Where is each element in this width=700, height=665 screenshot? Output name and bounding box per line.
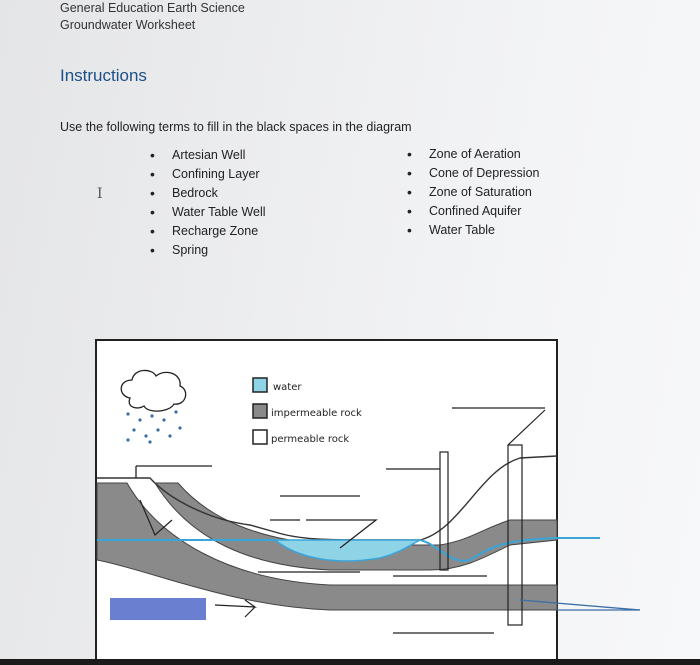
legend-impermeable-swatch [253,404,267,418]
instruction-text: Use the following terms to fill in the black spaces in the diagram [60,120,412,134]
term-item: • Zone of Saturation [407,183,539,202]
term-item: • Artesian Well [150,146,266,165]
term-item: • Confining Layer [150,165,266,184]
term-item: • Bedrock [150,184,266,203]
bedrock-block [110,598,206,620]
bottom-edge [0,659,700,665]
legend-impermeable-label: impermeable rock [271,408,362,419]
term-item: • Zone of Aeration [407,145,539,164]
legend-permeable-swatch [253,430,267,444]
term-item: • Water Table Well [150,203,266,222]
term-item: • Recharge Zone [150,222,266,241]
term-item: • Spring [150,241,266,260]
term-item: • Water Table [407,221,539,240]
legend-water-label: water [273,382,302,393]
course-name: General Education Earth Science [60,1,245,15]
worksheet-title: Groundwater Worksheet [60,18,196,32]
term-item: • Cone of Depression [407,164,539,183]
legend-water-swatch [253,378,267,392]
legend-permeable-label: permeable rock [271,434,350,445]
term-item: • Confined Aquifer [407,202,539,221]
instructions-heading: Instructions [60,66,147,85]
text-cursor-icon: I [97,186,103,202]
